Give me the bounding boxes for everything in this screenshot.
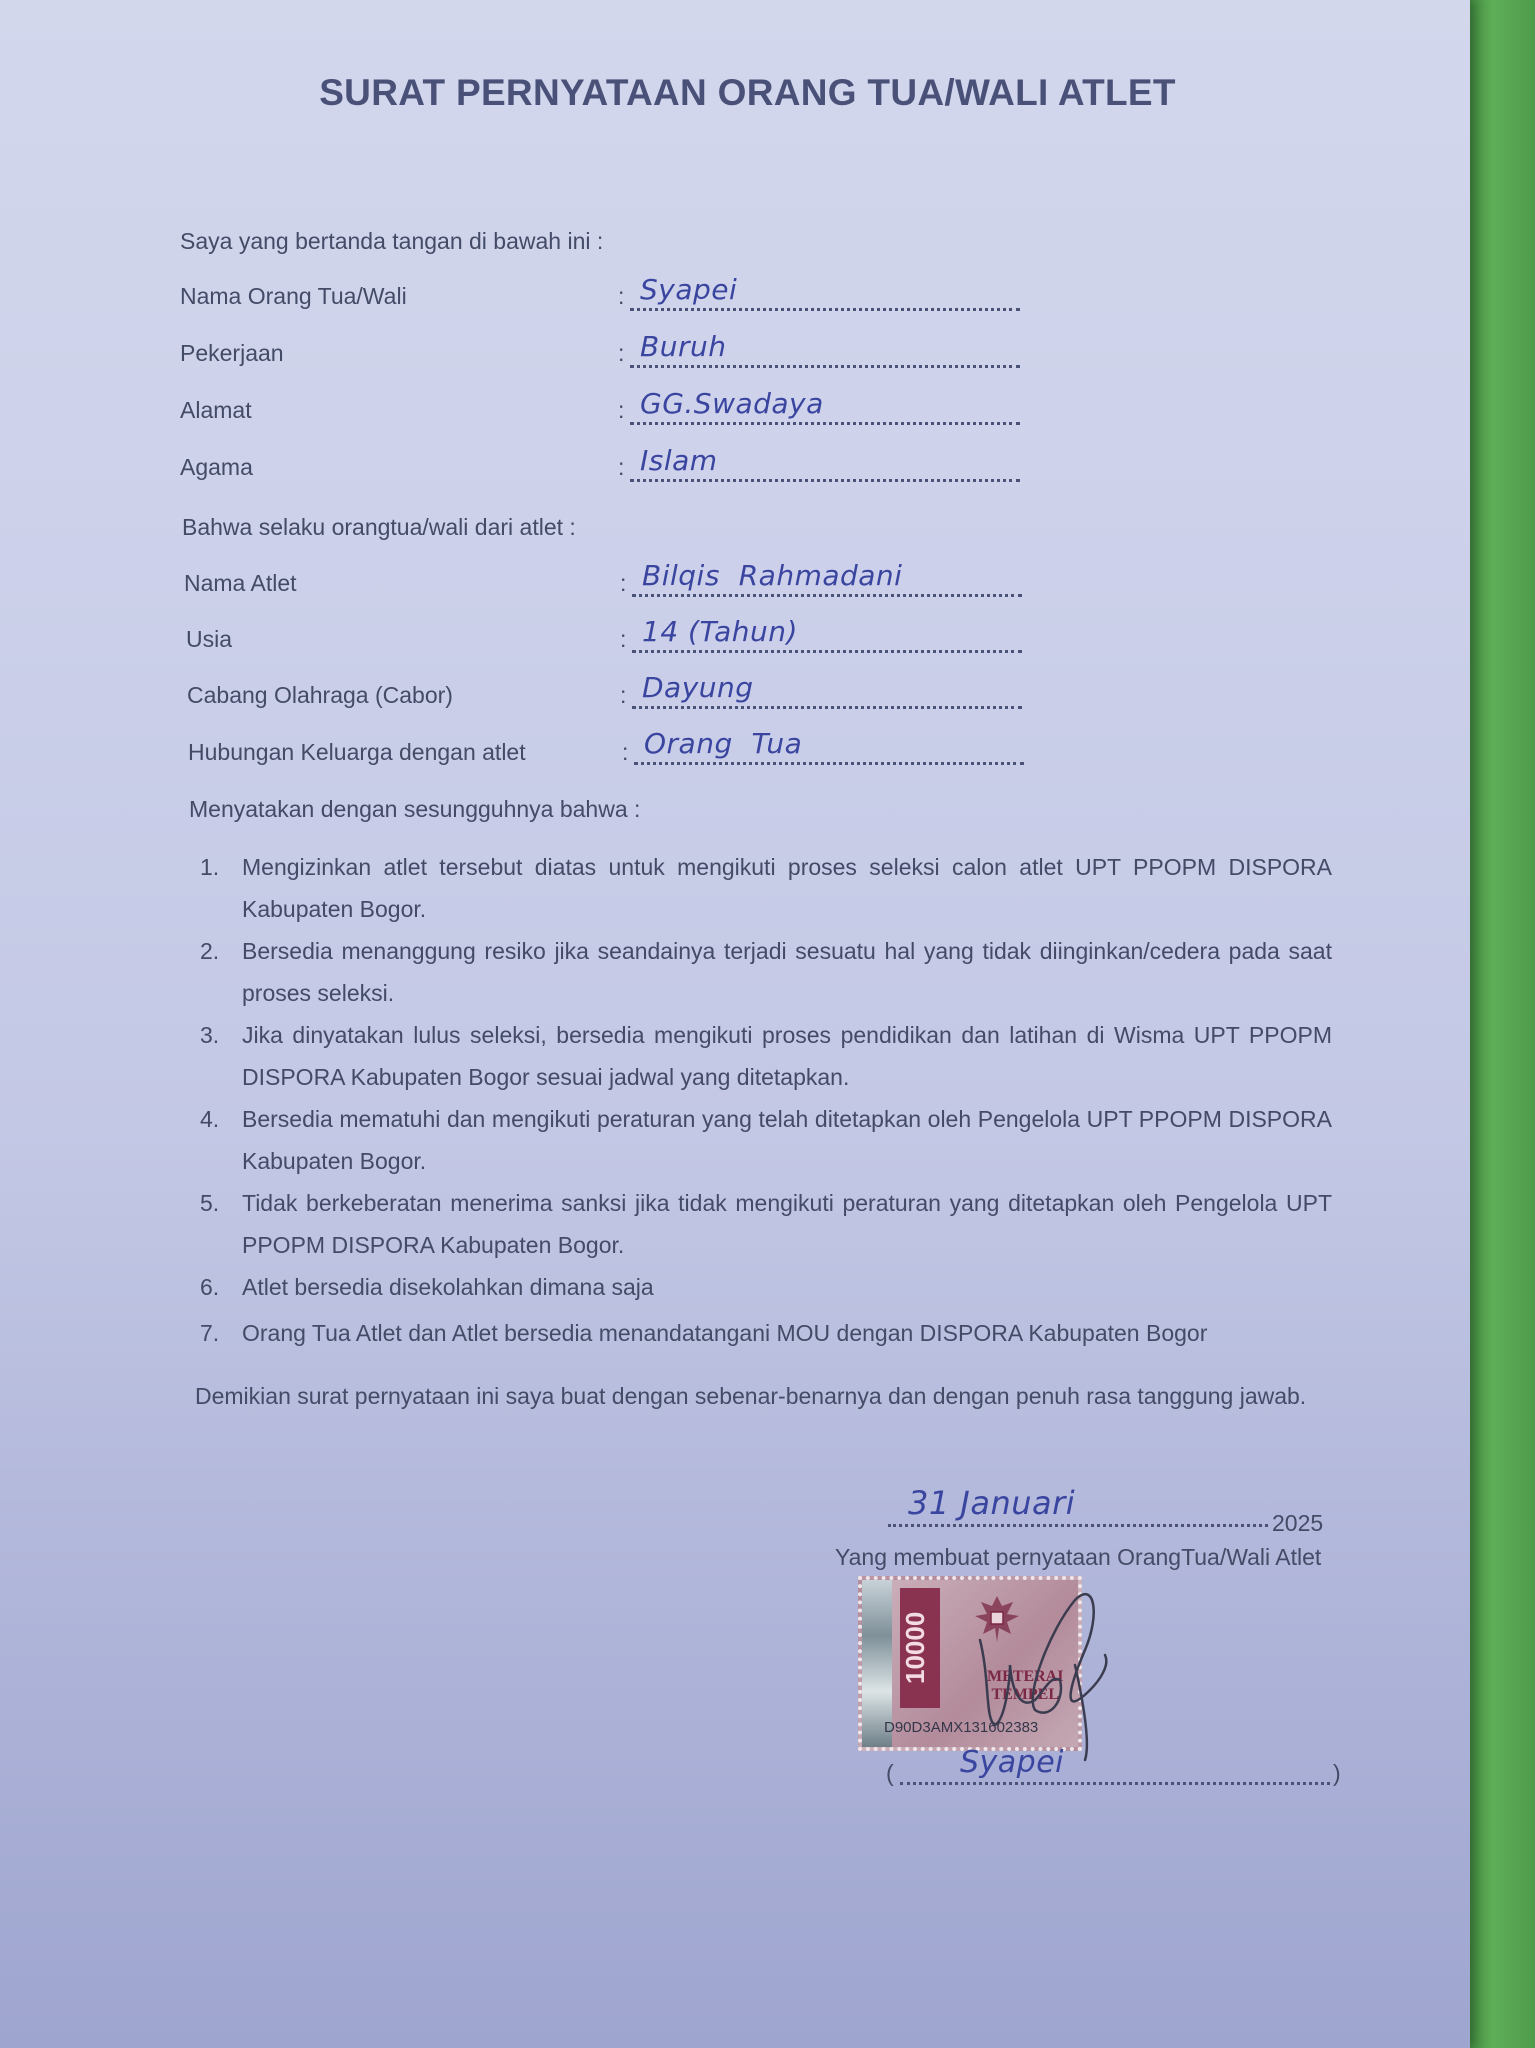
field-value-line [632, 615, 1022, 653]
field-colon: : [620, 682, 627, 708]
field-value-line [630, 273, 1020, 311]
date-line [888, 1484, 1268, 1527]
field-value-handwritten: 14 (Tahun) [642, 615, 798, 648]
field-label: Nama Atlet [184, 570, 297, 596]
closing-paragraph: Demikian surat pernyataan ini saya buat dengan sebenar-benarnya dan dengan penuh rasa tanggung jawab. [195, 1383, 1307, 1409]
list-item-text: Bersedia menanggung resiko jika seandainya terjadi sesuatu hal yang tidak diinginkan/cedera pada saat proses seleksi. [242, 938, 1332, 1006]
field-label: Alamat [180, 397, 252, 423]
field-value-line [634, 727, 1024, 765]
field-label: Agama [180, 454, 253, 480]
athlete-intro-text: Bahwa selaku orangtua/wali dari atlet : [182, 514, 576, 540]
field-colon: : [618, 340, 625, 366]
field-value-handwritten: Bilqis Rahmadani [642, 559, 903, 592]
field-label: Hubungan Keluarga dengan atlet [188, 739, 526, 765]
date-handwritten: 31 Januari [908, 1484, 1076, 1522]
document-title: SURAT PERNYATAAN ORANG TUA/WALI ATLET [319, 72, 1176, 113]
field-value-line [632, 671, 1022, 709]
field-colon: : [620, 570, 627, 596]
name-paren-open: ( [886, 1760, 894, 1786]
list-item-text: Bersedia mematuhi dan mengikuti peraturan yang telah ditetapkan oleh Pengelola UPT PPOPM DISPORA Kabupaten Bogor. [242, 1106, 1332, 1174]
name-line [900, 1745, 1330, 1785]
field-colon: : [618, 283, 625, 309]
date-year: 2025 [1272, 1510, 1324, 1536]
stamp-value: 10000 [900, 1588, 940, 1708]
list-item-text: Orang Tua Atlet dan Atlet bersedia menandatangani MOU dengan DISPORA Kabupaten Bogor [242, 1320, 1208, 1346]
list-item-number: 7. [200, 1320, 220, 1346]
stamp-label-line: TEMPEL [991, 1686, 1059, 1703]
statement-intro-text: Menyatakan dengan sesungguhnya bahwa : [189, 796, 641, 822]
field-value-line [632, 559, 1022, 597]
stamp-label-line: METERAI [987, 1668, 1064, 1685]
list-item-text: Atlet bersedia disekolahkan dimana saja [242, 1274, 654, 1300]
field-value-line [630, 444, 1020, 482]
field-label: Usia [186, 626, 233, 652]
list-item-number: 2. [200, 938, 220, 964]
list-item-number: 4. [200, 1106, 220, 1132]
list-item-text: Tidak berkeberatan menerima sanksi jika tidak mengikuti peraturan yang ditetapkan oleh Pengelola UPT PPOPM DISPORA Kabupaten Bogor. [242, 1190, 1332, 1258]
background-surface [1465, 0, 1535, 2048]
list-item-number: 5. [200, 1190, 220, 1216]
name-paren-close: ) [1333, 1760, 1341, 1786]
field-value-handwritten: Orang Tua [644, 727, 803, 760]
field-colon: : [618, 397, 625, 423]
field-label: Cabang Olahraga (Cabor) [187, 682, 453, 708]
field-value-handwritten: Buruh [640, 330, 727, 363]
signature-scribble [860, 1570, 1160, 1770]
field-value-handwritten: GG.Swadaya [640, 387, 824, 420]
field-label: Pekerjaan [180, 340, 284, 366]
field-value-handwritten: Dayung [642, 671, 754, 704]
field-label: Nama Orang Tua/Wali [180, 283, 407, 309]
field-value-line [630, 387, 1020, 425]
signer-caption: Yang membuat pernyataan OrangTua/Wali Atlet [835, 1544, 1322, 1570]
list-item-number: 1. [200, 854, 220, 880]
list-item-number: 6. [200, 1274, 220, 1300]
name-handwritten: Syapei [960, 1745, 1065, 1780]
list-item-text: Jika dinyatakan lulus seleksi, bersedia mengikuti proses pendidikan dan latihan di Wisma UPT PPOPM DISPORA Kabupaten Bogor sesuai jadwal yang ditetapkan. [242, 1022, 1332, 1090]
field-colon: : [618, 454, 625, 480]
field-value-line [630, 330, 1020, 368]
list-item-number: 3. [200, 1022, 220, 1048]
field-value-handwritten: Syapei [640, 273, 738, 306]
stamp-serial: D90D3AMX131602383 [884, 1719, 1039, 1736]
intro-text: Saya yang bertanda tangan di bawah ini : [180, 228, 604, 254]
field-colon: : [620, 626, 627, 652]
field-colon: : [622, 739, 629, 765]
field-value-handwritten: Islam [640, 444, 718, 477]
list-item-text: Mengizinkan atlet tersebut diatas untuk mengikuti proses seleksi calon atlet UPT PPOPM DISPORA Kabupaten Bogor. [242, 854, 1332, 922]
